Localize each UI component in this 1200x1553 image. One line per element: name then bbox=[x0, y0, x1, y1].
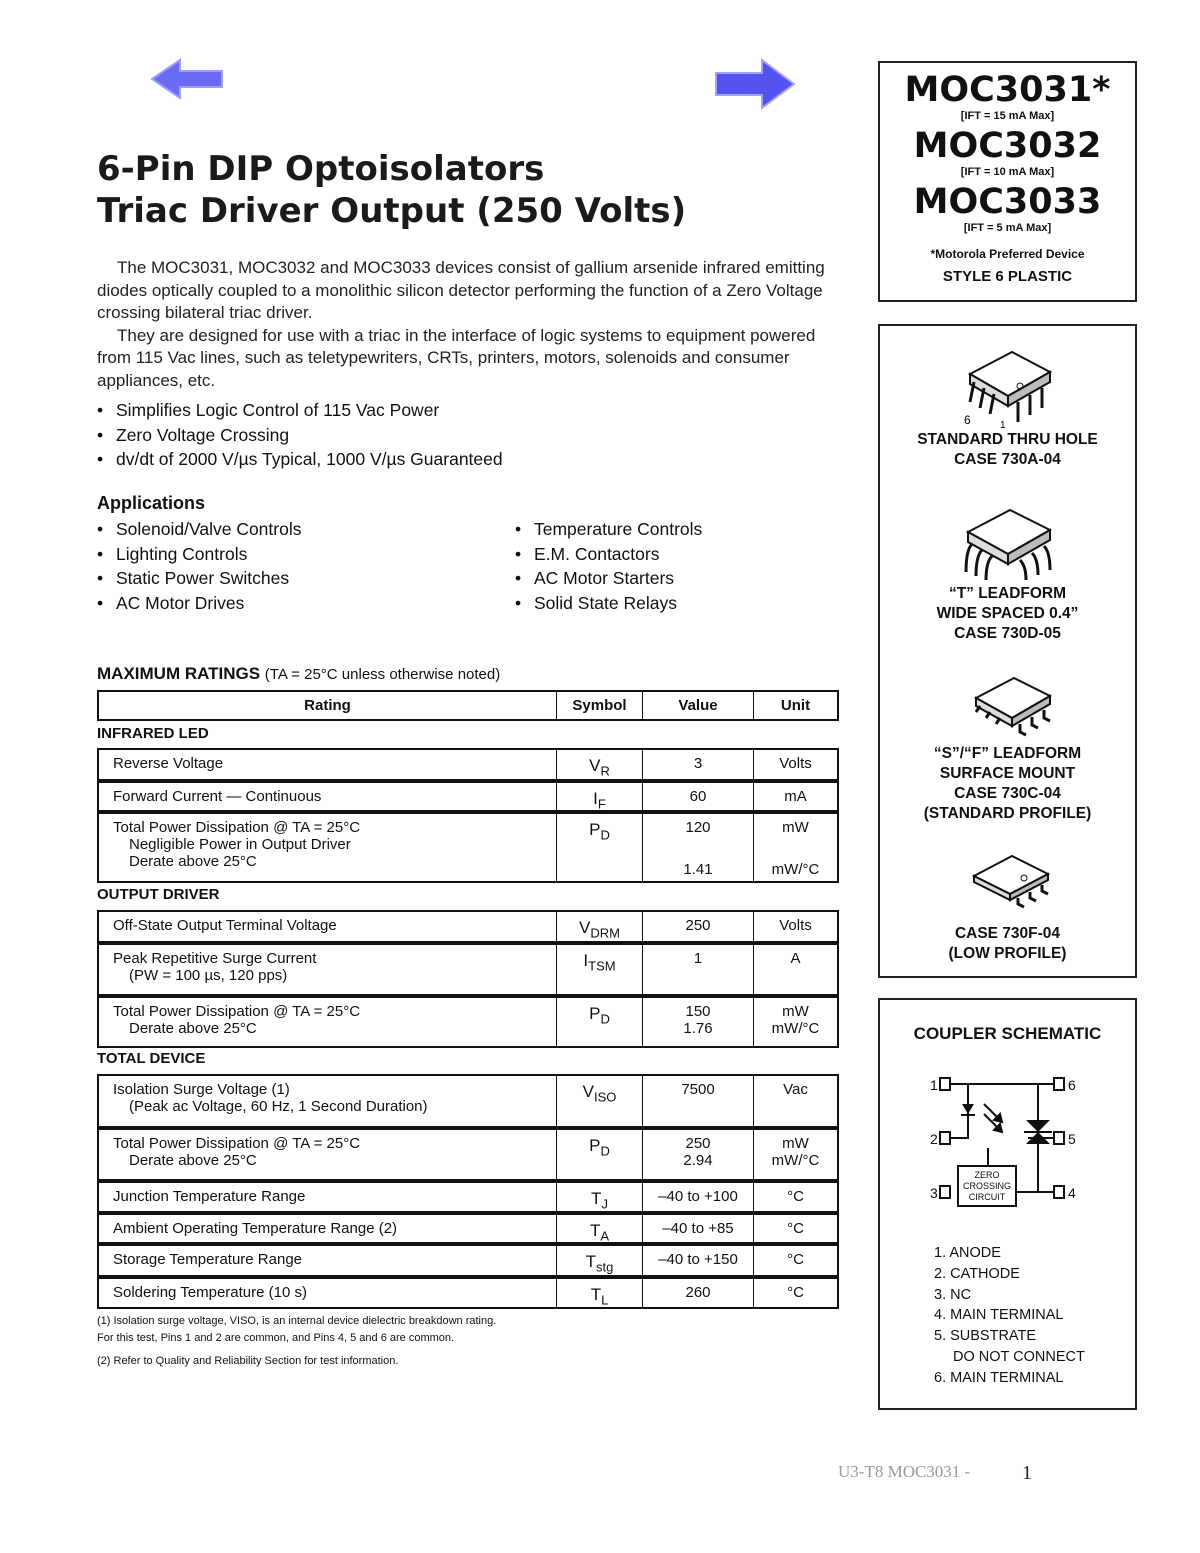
symbol-cell bbox=[556, 750, 642, 779]
symbol-text: I bbox=[583, 951, 589, 970]
list-item: • Simplifies Logic Control of 115 Vac Power bbox=[97, 398, 503, 423]
surface-mount-package-icon bbox=[968, 672, 1058, 742]
unit-text: °C bbox=[787, 1220, 804, 1237]
ratings-condition: (TA = 25°C unless otherwise noted) bbox=[264, 666, 501, 683]
value-cell bbox=[642, 945, 753, 994]
pin-6-label: 6 bbox=[964, 413, 971, 427]
list-item: • Solid State Relays bbox=[515, 591, 702, 616]
symbol-cell bbox=[556, 1183, 642, 1211]
list-item: • Lighting Controls bbox=[97, 542, 301, 567]
symbol-subscript: DRM bbox=[590, 925, 620, 941]
table-row bbox=[97, 1277, 839, 1309]
package-3-type: SURFACE MOUNT bbox=[939, 765, 1076, 782]
list-item: • Zero Voltage Crossing bbox=[97, 423, 503, 448]
section-output-driver: OUTPUT DRIVER bbox=[97, 886, 220, 903]
symbol-subscript: D bbox=[600, 827, 610, 843]
rating-text: Ambient Operating Temperature Range (2) bbox=[113, 1220, 398, 1237]
unit-cell bbox=[753, 1215, 837, 1242]
package-2-name: “T” LEADFORM bbox=[948, 585, 1067, 602]
t-leadform-package-icon bbox=[960, 502, 1060, 582]
part-moc3033-note: [IFT = 5 mA Max] bbox=[963, 222, 1052, 234]
value-cell bbox=[642, 1279, 753, 1307]
table-row bbox=[97, 910, 839, 943]
unit-cell bbox=[753, 814, 837, 881]
schematic-title: COUPLER SCHEMATIC bbox=[913, 1024, 1102, 1043]
intro-paragraph-1: The MOC3031, MOC3032 and MOC3033 devices consist of gallium arsenide infrared emitting diodes optically coupled to a monolithic silicon detector performing the function of a Zero Voltage crossing bilateral triac driver. bbox=[97, 258, 825, 322]
table-row bbox=[97, 1181, 839, 1213]
schematic-pin-5: 5 bbox=[1068, 1131, 1076, 1147]
value-text: 250 bbox=[685, 1135, 711, 1152]
symbol-subscript: D bbox=[600, 1011, 610, 1027]
table-row bbox=[97, 748, 839, 781]
unit-cell bbox=[753, 1279, 837, 1307]
section-total-device: TOTAL DEVICE bbox=[97, 1050, 206, 1067]
intro-text bbox=[97, 257, 842, 392]
style-label: STYLE 6 PLASTIC bbox=[942, 268, 1073, 285]
rating-cell bbox=[99, 1076, 556, 1126]
unit-text: Volts bbox=[779, 755, 812, 772]
table-row bbox=[97, 1213, 839, 1244]
unit-text: mW bbox=[782, 819, 809, 836]
symbol-text: T bbox=[590, 1285, 602, 1304]
maximum-ratings-title bbox=[97, 664, 500, 684]
coupler-schematic-diagram bbox=[928, 1070, 1088, 1230]
value-text: 150 bbox=[685, 1003, 711, 1020]
symbol-subscript: A bbox=[600, 1228, 610, 1244]
value-text: 1 bbox=[693, 950, 703, 967]
value-text: –40 to +85 bbox=[662, 1220, 734, 1237]
rating-text: Total Power Dissipation @ TA = 25°C bbox=[113, 1003, 361, 1020]
symbol-text: P bbox=[589, 1136, 601, 1155]
schematic-pin-2: 2 bbox=[930, 1131, 938, 1147]
list-item: DO NOT CONNECT bbox=[953, 1348, 1085, 1365]
footnote-2: (2) Refer to Quality and Reliability Section for test information. bbox=[97, 1355, 399, 1367]
rating-text: Total Power Dissipation @ TA = 25°C bbox=[113, 819, 361, 836]
list-item: • Solenoid/Valve Controls bbox=[97, 517, 301, 542]
symbol-cell bbox=[556, 1246, 642, 1275]
pin-legend bbox=[934, 1243, 1085, 1389]
table-row bbox=[97, 943, 839, 996]
unit-cell bbox=[753, 1183, 837, 1211]
package-2-spacing: WIDE SPACED 0.4” bbox=[936, 605, 1079, 622]
rating-text: Junction Temperature Range bbox=[113, 1188, 306, 1205]
feature-list bbox=[97, 398, 503, 472]
symbol-subscript: F bbox=[597, 796, 606, 812]
list-item: • Static Power Switches bbox=[97, 566, 301, 591]
unit-text: mW bbox=[782, 1003, 809, 1020]
symbol-cell bbox=[556, 998, 642, 1046]
rating-cell bbox=[99, 998, 556, 1046]
value-cell bbox=[642, 998, 753, 1046]
symbol-cell bbox=[556, 1279, 642, 1307]
symbol-subscript: ISO bbox=[593, 1089, 617, 1105]
applications-list-left bbox=[97, 517, 301, 616]
zero-crossing-label-2: CROSSING bbox=[962, 1181, 1012, 1191]
package-4-profile: (LOW PROFILE) bbox=[948, 945, 1067, 962]
package-2-case: CASE 730D-05 bbox=[954, 625, 1061, 642]
symbol-cell bbox=[556, 814, 642, 881]
value-text: –40 to +150 bbox=[658, 1251, 738, 1268]
pin-1-label: 1 bbox=[1000, 420, 1006, 428]
footnote-1-continued: For this test, Pins 1 and 2 are common, and Pins 4, 5 and 6 are common. bbox=[97, 1332, 455, 1344]
next-page-arrow-icon[interactable] bbox=[714, 58, 796, 110]
rating-subtext: Derate above 25°C bbox=[129, 1152, 257, 1169]
value-cell bbox=[642, 1130, 753, 1179]
symbol-cell bbox=[556, 783, 642, 810]
rating-text: Peak Repetitive Surge Current bbox=[113, 950, 317, 967]
list-item: • AC Motor Starters bbox=[515, 566, 702, 591]
rating-text: Soldering Temperature (10 s) bbox=[113, 1284, 307, 1301]
rating-text: Reverse Voltage bbox=[113, 755, 224, 772]
rating-subtext: (PW = 100 µs, 120 pps) bbox=[129, 967, 288, 984]
rating-subtext-2: Derate above 25°C bbox=[129, 853, 257, 870]
symbol-cell bbox=[556, 1130, 642, 1179]
part-moc3032-note: [IFT = 10 mA Max] bbox=[960, 166, 1055, 178]
value-text: 3 bbox=[693, 755, 703, 772]
unit-text: °C bbox=[787, 1251, 804, 1268]
schematic-pin-1: 1 bbox=[930, 1077, 938, 1093]
rating-text: Total Power Dissipation @ TA = 25°C bbox=[113, 1135, 361, 1152]
preferred-device-note: *Motorola Preferred Device bbox=[930, 247, 1085, 261]
list-item: 4. MAIN TERMINAL bbox=[934, 1307, 1064, 1324]
unit-text: Vac bbox=[783, 1081, 808, 1098]
document-title bbox=[97, 148, 686, 232]
value-cell bbox=[642, 1076, 753, 1126]
symbol-text: T bbox=[589, 1221, 601, 1240]
unit-text: Volts bbox=[779, 917, 812, 934]
unit-cell bbox=[753, 945, 837, 994]
symbol-cell bbox=[556, 945, 642, 994]
rating-text: Off-State Output Terminal Voltage bbox=[113, 917, 337, 934]
list-item: 1. ANODE bbox=[934, 1245, 1001, 1261]
unit-cell bbox=[753, 1246, 837, 1275]
rating-text: Forward Current — Continuous bbox=[113, 788, 322, 805]
schematic-pin-3: 3 bbox=[930, 1185, 938, 1201]
unit-cell bbox=[753, 912, 837, 941]
package-box bbox=[878, 324, 1137, 978]
zero-crossing-label-1: ZERO bbox=[974, 1170, 1000, 1180]
rating-subtext: (Peak ac Voltage, 60 Hz, 1 Second Duration) bbox=[129, 1098, 428, 1115]
package-1-case: CASE 730A-04 bbox=[954, 451, 1061, 468]
previous-page-arrow-icon[interactable] bbox=[150, 58, 226, 100]
part-moc3033: MOC3033 bbox=[913, 182, 1102, 222]
value-cell bbox=[642, 1246, 753, 1275]
value-cell bbox=[642, 1215, 753, 1242]
symbol-text: T bbox=[591, 1189, 602, 1208]
rating-cell bbox=[99, 912, 556, 941]
value-text-2: 2.94 bbox=[683, 1152, 713, 1169]
symbol-cell bbox=[556, 1076, 642, 1126]
unit-text: °C bbox=[787, 1188, 804, 1205]
symbol-subscript: TSM bbox=[588, 958, 616, 974]
list-item: 5. SUBSTRATE bbox=[934, 1328, 1037, 1345]
value-cell bbox=[642, 750, 753, 779]
value-text-2: 1.41 bbox=[683, 861, 713, 878]
rating-text: Storage Temperature Range bbox=[113, 1251, 303, 1268]
part-number-box bbox=[878, 61, 1137, 302]
value-cell bbox=[642, 912, 753, 941]
symbol-text: T bbox=[585, 1252, 597, 1271]
package-2-label bbox=[880, 584, 1135, 644]
symbol-text: V bbox=[582, 1082, 594, 1101]
unit-cell bbox=[753, 750, 837, 779]
symbol-subscript: D bbox=[600, 1143, 610, 1159]
package-1-label bbox=[880, 430, 1135, 470]
unit-text: mA bbox=[784, 788, 807, 805]
value-text: –40 to +100 bbox=[658, 1188, 738, 1205]
unit-cell bbox=[753, 1076, 837, 1126]
value-text-2: 1.76 bbox=[683, 1020, 713, 1037]
header-rating: Rating bbox=[304, 697, 351, 714]
unit-text-2: mW/°C bbox=[771, 1020, 820, 1037]
unit-text-2: mW/°C bbox=[771, 1152, 820, 1169]
rating-cell bbox=[99, 783, 556, 810]
list-item: • Temperature Controls bbox=[515, 517, 702, 542]
schematic-pin-6: 6 bbox=[1068, 1077, 1076, 1093]
table-row bbox=[97, 781, 839, 812]
list-item: 3. NC bbox=[934, 1286, 972, 1303]
part-moc3032: MOC3032 bbox=[913, 126, 1102, 166]
package-3-profile: (STANDARD PROFILE) bbox=[923, 805, 1092, 822]
list-item: 6. MAIN TERMINAL bbox=[934, 1369, 1064, 1386]
intro-paragraph-2: They are designed for use with a triac in the interface of logic systems to equipment powered from 115 Vac lines, such as teletypewriters, CRTs, printers, motors, solenoids and consumer appliances, etc. bbox=[97, 325, 816, 390]
unit-cell bbox=[753, 783, 837, 810]
thru-hole-package-icon bbox=[960, 340, 1060, 428]
table-row bbox=[97, 996, 839, 1048]
symbol-text: P bbox=[589, 820, 601, 839]
package-1-name: STANDARD THRU HOLE bbox=[917, 431, 1098, 448]
table-row bbox=[97, 1128, 839, 1181]
header-unit: Unit bbox=[753, 692, 837, 719]
part-moc3031-note: [IFT = 15 mA Max] bbox=[960, 110, 1055, 122]
rating-cell bbox=[99, 1215, 556, 1242]
section-infrared-led: INFRARED LED bbox=[97, 725, 209, 742]
package-3-label bbox=[880, 744, 1135, 824]
unit-text: A bbox=[790, 950, 801, 967]
applications-heading: Applications bbox=[97, 493, 206, 513]
symbol-text: I bbox=[593, 789, 598, 808]
list-item: • AC Motor Drives bbox=[97, 591, 301, 616]
unit-text: mW bbox=[782, 1135, 809, 1152]
rating-cell bbox=[99, 1246, 556, 1275]
zero-crossing-label-3: CIRCUIT bbox=[968, 1192, 1006, 1202]
applications-list-right bbox=[515, 517, 702, 616]
symbol-cell bbox=[556, 1215, 642, 1242]
rating-subtext: Derate above 25°C bbox=[129, 1020, 257, 1037]
table-row bbox=[97, 1244, 839, 1277]
list-item: 2. CATHODE bbox=[934, 1265, 1020, 1282]
ratings-heading: MAXIMUM RATINGS bbox=[97, 664, 261, 683]
value-text: 250 bbox=[685, 917, 711, 934]
low-profile-package-icon bbox=[966, 850, 1056, 920]
title-line-1: 6-Pin DIP Optoisolators bbox=[97, 149, 545, 189]
value-cell bbox=[642, 783, 753, 810]
rating-cell bbox=[99, 750, 556, 779]
value-text: 260 bbox=[685, 1284, 711, 1301]
symbol-subscript: J bbox=[601, 1196, 608, 1212]
unit-cell bbox=[753, 998, 837, 1046]
footnote-1: (1) Isolation surge voltage, VISO, is an internal device dielectric breakdown rating. bbox=[97, 1315, 497, 1327]
package-4-label bbox=[880, 924, 1135, 964]
table-footnotes bbox=[97, 1313, 496, 1371]
header-value: Value bbox=[642, 692, 753, 719]
part-moc3031: MOC3031* bbox=[904, 70, 1111, 110]
symbol-cell bbox=[556, 912, 642, 941]
rating-text: Isolation Surge Voltage (1) bbox=[113, 1081, 290, 1098]
package-3-case: CASE 730C-04 bbox=[954, 785, 1061, 802]
symbol-text: V bbox=[589, 756, 601, 775]
unit-cell bbox=[753, 1130, 837, 1179]
page-number: 1 bbox=[1022, 1462, 1032, 1484]
symbol-text: V bbox=[579, 918, 591, 937]
value-text: 60 bbox=[689, 788, 707, 805]
header-symbol: Symbol bbox=[556, 692, 642, 719]
unit-text-2: mW/°C bbox=[771, 861, 820, 878]
value-cell bbox=[642, 814, 753, 881]
list-item: • dv/dt of 2000 V/µs Typical, 1000 V/µs Guaranteed bbox=[97, 447, 503, 472]
table-row bbox=[97, 812, 839, 883]
symbol-subscript: R bbox=[600, 763, 610, 779]
package-3-name: “S”/“F” LEADFORM bbox=[933, 745, 1082, 762]
symbol-subscript: stg bbox=[596, 1259, 614, 1275]
table-row bbox=[97, 1074, 839, 1128]
title-line-2: Triac Driver Output (250 Volts) bbox=[97, 191, 687, 231]
value-text: 7500 bbox=[681, 1081, 715, 1098]
rating-cell bbox=[99, 1183, 556, 1211]
table-header-row bbox=[97, 690, 839, 721]
schematic-pin-4: 4 bbox=[1068, 1185, 1076, 1201]
rating-cell bbox=[99, 814, 556, 881]
symbol-subscript: L bbox=[601, 1292, 609, 1308]
footer-text: U3-T8 MOC3031 - bbox=[838, 1462, 971, 1481]
rating-subtext: Negligible Power in Output Driver bbox=[129, 836, 351, 853]
symbol-text: P bbox=[589, 1004, 601, 1023]
rating-cell bbox=[99, 1279, 556, 1307]
value-cell bbox=[642, 1183, 753, 1211]
unit-text: °C bbox=[787, 1284, 804, 1301]
value-text: 120 bbox=[685, 819, 711, 836]
rating-cell bbox=[99, 945, 556, 994]
package-4-case: CASE 730F-04 bbox=[954, 925, 1061, 942]
rating-cell bbox=[99, 1130, 556, 1179]
list-item: • E.M. Contactors bbox=[515, 542, 702, 567]
